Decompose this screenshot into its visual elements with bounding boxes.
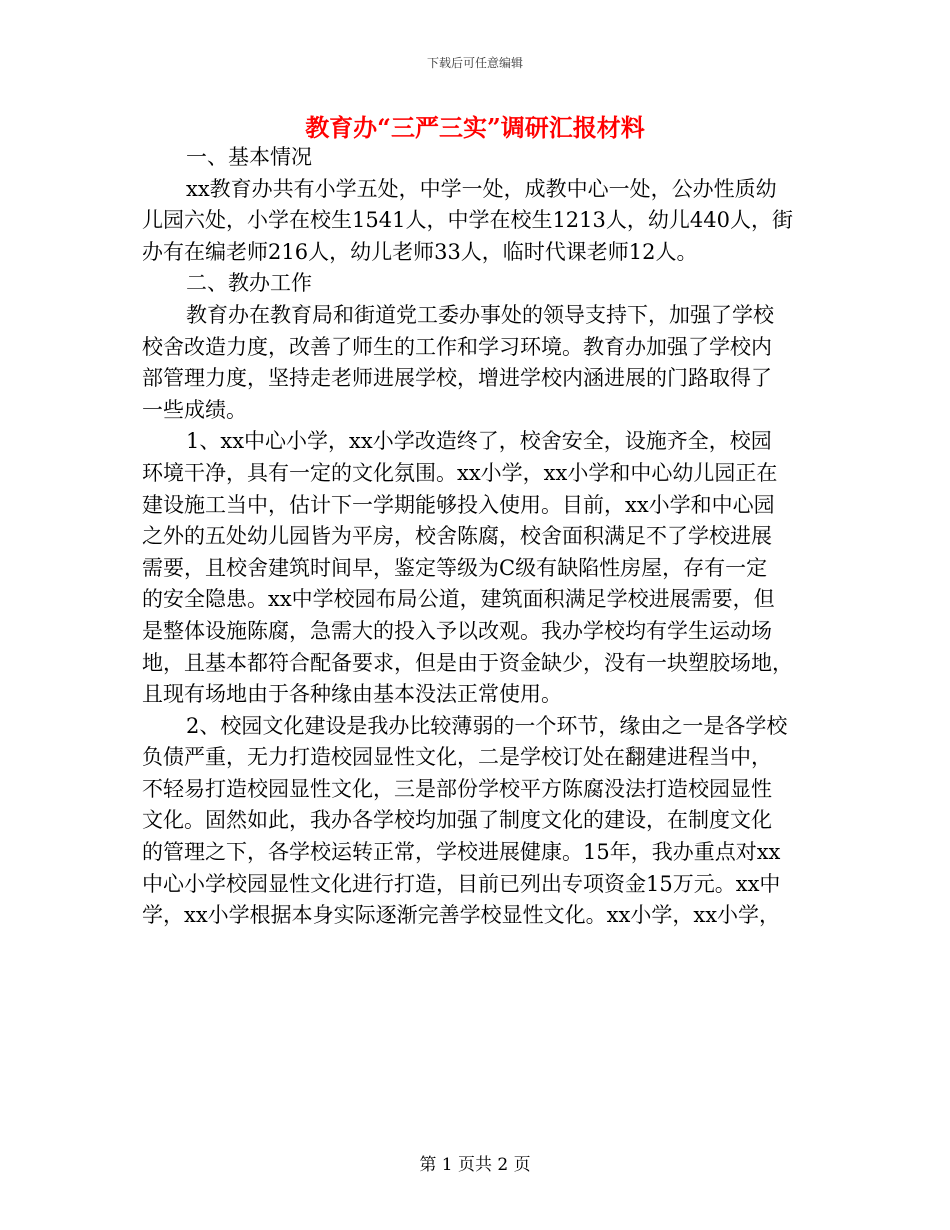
text-line: 且现有场地由于各种缘由基本没法正常使用。: [142, 682, 562, 707]
text-line: 校舍改造力度，改善了师生的工作和学习环境。教育办加强了学校内: [142, 334, 772, 359]
text-line: 一、基本情况: [186, 145, 312, 169]
text-line: 中心小学校园显性文化进行打造，目前已列出专项资金15万元。xx中: [142, 871, 781, 896]
text-line: 一些成绩。: [142, 397, 247, 422]
text-line: 不轻易打造校园显性文化，三是部份学校平方陈腐没法打造校园显性: [142, 776, 772, 801]
text-line: 学，xx小学根据本身实际逐渐完善学校显性文化。xx小学，xx小学，: [142, 903, 781, 928]
text-line: 教育办在教育局和街道党工委办事处的领导支持下，加强了学校: [186, 302, 774, 327]
text-line: 办有在编老师216人，幼儿老师33人，临时代课老师12人。: [142, 239, 698, 264]
document-body: [142, 142, 812, 932]
page-footer: 第 1 页共 2 页: [419, 1155, 531, 1175]
text-line: 之外的五处幼儿园皆为平房，校舍陈腐，校舍面积满足不了学校进展: [142, 524, 772, 549]
text-line: 文化。固然如此，我办各学校均加强了制度文化的建设，在制度文化: [142, 808, 772, 833]
text-line: 1、xx中心小学，xx小学改造终了，校舍安全，设施齐全，校园: [186, 429, 772, 454]
text-line: 的管理之下，各学校运转正常，学校进展健康。15年，我办重点对xx: [142, 840, 781, 865]
text-line: 需要，且校舍建筑时间早，鉴定等级为C级有缺陷性房屋，存有一定: [142, 555, 768, 580]
text-line: 环境干净，具有一定的文化氛围。xx小学，xx小学和中心幼儿园正在: [142, 460, 778, 485]
text-line: xx教育办共有小学五处，中学一处，成教中心一处，公办性质幼: [186, 176, 777, 201]
text-line: 2、校园文化建设是我办比较薄弱的一个环节，缘由之一是各学校: [186, 713, 788, 738]
text-line: 儿园六处，小学在校生1541人，中学在校生1213人，幼儿440人，街: [142, 208, 793, 233]
text-line: 地，且基本都符合配备要求，但是由于资金缺少，没有一块塑胶场地，: [142, 650, 793, 675]
header-note: 下载后可任意编辑: [426, 56, 523, 70]
text-line: 负债严重，无力打造校园显性文化，二是学校订处在翻建进程当中，: [142, 745, 772, 770]
text-line: 建设施工当中，估计下一学期能够投入使用。目前，xx小学和中心园: [142, 492, 775, 517]
text-line: 的安全隐患。xx中学校园布局公道，建筑面积满足学校进展需要，但: [142, 587, 775, 612]
text-line: 二、教办工作: [186, 271, 312, 296]
document-title: 教育办“三严三实”调研汇报材料: [305, 113, 645, 142]
text-line: 部管理力度，坚持走老师进展学校，增进学校内涵进展的门路取得了: [142, 366, 772, 391]
text-line: 是整体设施陈腐，急需大的投入予以改观。我办学校均有学生运动场: [142, 618, 772, 643]
